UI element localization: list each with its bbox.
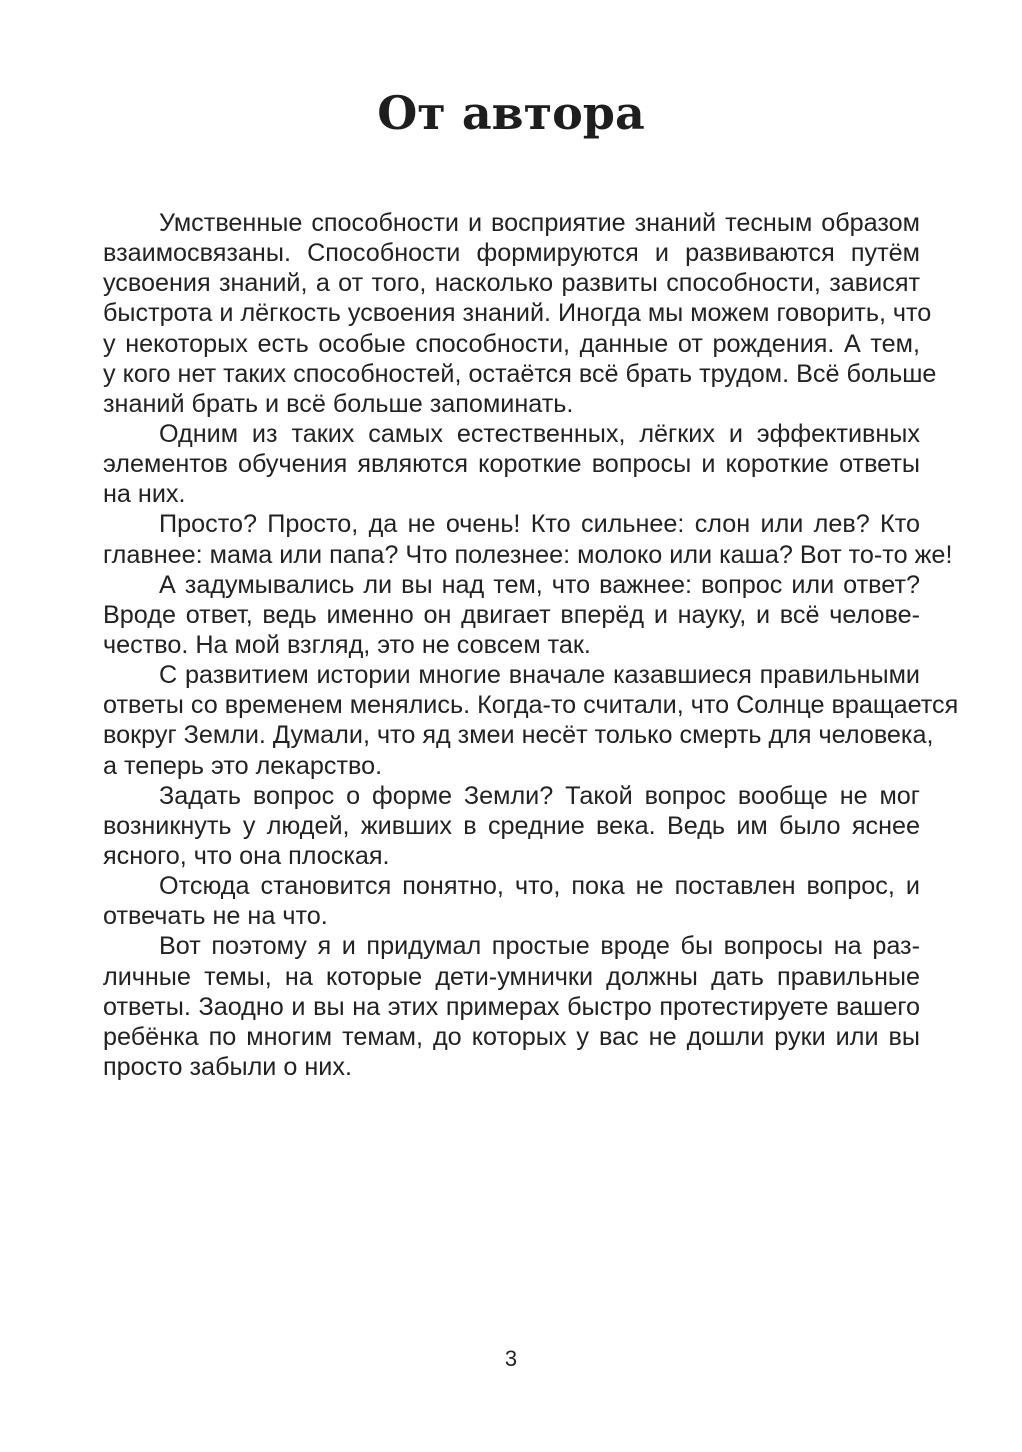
text-line: главнее: мама или папа? Что полезнее: молоко или каша? Вот то-то же! bbox=[103, 540, 953, 569]
text-line: Отсюда становится понятно, что, пока не поставлен вопрос, и bbox=[159, 872, 920, 901]
text-line: Вроде ответ, ведь именно он двигает вперёд и науку, и всё челове- bbox=[103, 600, 920, 629]
text-line: у некоторых есть особые способности, данные от рождения. А тем, bbox=[103, 329, 920, 358]
text-line: ответы со временем менялись. Когда-то считали, что Солнце вращается bbox=[103, 691, 959, 720]
text-line: ясного, что она плоская. bbox=[103, 841, 390, 870]
text-line: отвечать не на что. bbox=[103, 902, 328, 931]
text-line: у кого нет таких способностей, остаётся всё брать трудом. Всё больше bbox=[103, 359, 937, 388]
paragraph bbox=[103, 660, 959, 781]
paragraph bbox=[103, 871, 920, 931]
text-line: Просто? Просто, да не очень! Кто сильнее: слон или лев? Кто bbox=[159, 510, 920, 539]
text-line: личные темы, на которые дети-умнички должны дать правильные bbox=[103, 962, 920, 991]
text-line: Умственные способности и восприятие знаний тесным образом bbox=[159, 209, 920, 237]
text-line: знаний брать и всё больше запоминать. bbox=[103, 389, 574, 418]
text-line: ответы. Заодно и вы на этих примерах быстро протестируете вашего bbox=[103, 992, 920, 1021]
page-number: 3 bbox=[504, 1346, 518, 1371]
text-line: С развитием истории многие вначале казавшиеся правильными bbox=[159, 661, 920, 690]
text-line: элементов обучения являются короткие вопросы и короткие ответы bbox=[103, 450, 920, 479]
text-line: возникнуть у людей, живших в средние века. Ведь им было яснее bbox=[103, 811, 920, 840]
body-text bbox=[103, 208, 959, 1082]
text-line: чество. На мой взгляд, это не совсем так. bbox=[103, 630, 591, 659]
paragraph bbox=[103, 781, 920, 871]
text-line: а теперь это лекарство. bbox=[103, 751, 383, 780]
text-line: взаимосвязаны. Способности формируются и развиваются путём bbox=[103, 239, 920, 268]
paragraph bbox=[103, 208, 937, 419]
text-line: А задумывались ли вы над тем, что важнее: вопрос или ответ? bbox=[159, 570, 920, 599]
paragraph bbox=[103, 570, 920, 660]
paragraph bbox=[103, 931, 920, 1082]
text-line: быстрота и лёгкость усвоения знаний. Иногда мы можем говорить, что bbox=[103, 299, 932, 328]
text-line: Вот поэтому я и придумал простые вроде бы вопросы на раз- bbox=[159, 932, 920, 961]
text-line: вокруг Земли. Думали, что яд змеи несёт только смерть для человека, bbox=[103, 721, 934, 750]
text-line: ребёнка по многим темам, до которых у вас не дошли руки или вы bbox=[103, 1022, 920, 1051]
text-line: на них. bbox=[103, 480, 186, 509]
text-line: просто забыли о них. bbox=[103, 1052, 352, 1081]
text-line: Одним из таких самых естественных, лёгких и эффективных bbox=[159, 419, 920, 448]
text-line: усвоения знаний, а от того, насколько развиты способности, зависят bbox=[103, 269, 920, 298]
text-line: Задать вопрос о форме Земли? Такой вопрос вообще не мог bbox=[159, 781, 920, 810]
paragraph bbox=[103, 509, 953, 569]
page-title: От автора bbox=[377, 86, 645, 140]
paragraph bbox=[103, 419, 920, 509]
